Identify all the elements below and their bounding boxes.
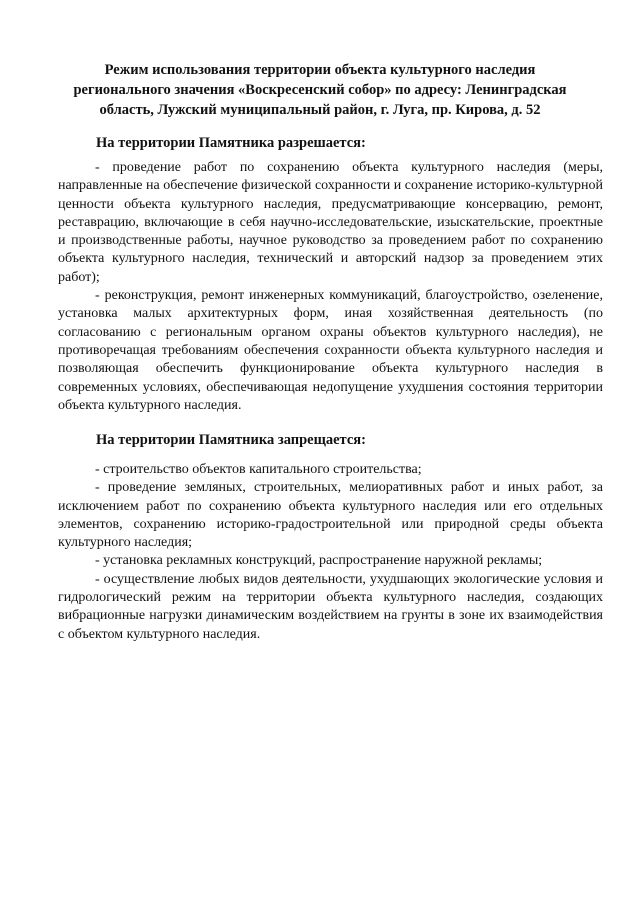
forbidden-item: - осуществление любых видов деятельности, ухудшающих экологические условия и гидрологический режим на территории объекта культурного наследия, создающих вибрационные нагрузки динамическим воздействием на грунты в зоне их взаимодействия с объектом культурного наследия. bbox=[58, 571, 603, 642]
forbidden-item: - строительство объектов капитального строительства; bbox=[95, 462, 422, 477]
allowed-heading: На территории Памятника разрешается: bbox=[96, 135, 366, 151]
forbidden-heading: На территории Памятника запрещается: bbox=[96, 432, 366, 448]
forbidden-item: - проведение земляных, строительных, мелиоративных работ и иных работ, за исключением работ по сохранению объекта культурного наследия или его отдельных элементов, сохранению историко-градостроительной или природной среды объекта культурного наследия; bbox=[58, 480, 603, 551]
forbidden-item: - установка рекламных конструкций, распространение наружной рекламы; bbox=[95, 553, 543, 569]
document-title: Режим использования территории объекта культурного наследия регионального значения «Воскресенский собор» по адресу: Ленинградская область, Лужский муниципальный район, г. Луга, пр. Кирова, д. 52 bbox=[73, 62, 567, 118]
allowed-item: - реконструкция, ремонт инженерных коммуникаций, благоустройство, озеленение, установка малых архитектурных форм, иная хозяйственная деятельность (по согласованию с региональным органом охраны объектов культурного наследия), не противоречащая требованиям обеспечения сохранности объекта культурного наследия и позволяющая обеспечить функционирование объекта культурного наследия в современных условиях, обеспечивающая недопущение ухудшения состояния территории объекта культурного наследия. bbox=[58, 288, 603, 413]
allowed-item: - проведение работ по сохранению объекта культурного наследия (меры, направленные на обеспечение физической сохранности и сохранение историко-культурной ценности объекта культурного наследия, предусматривающие консервацию, ремонт, реставрацию, включающие в себя научно-исследовательские, изыскательские, проектные и производственные работы, научное руководство за проведением работ по сохранению объекта культурного наследия, технический и авторский надзор за проведением этих работ); bbox=[58, 160, 603, 285]
allowed-list bbox=[58, 159, 603, 415]
forbidden-list bbox=[58, 461, 603, 644]
